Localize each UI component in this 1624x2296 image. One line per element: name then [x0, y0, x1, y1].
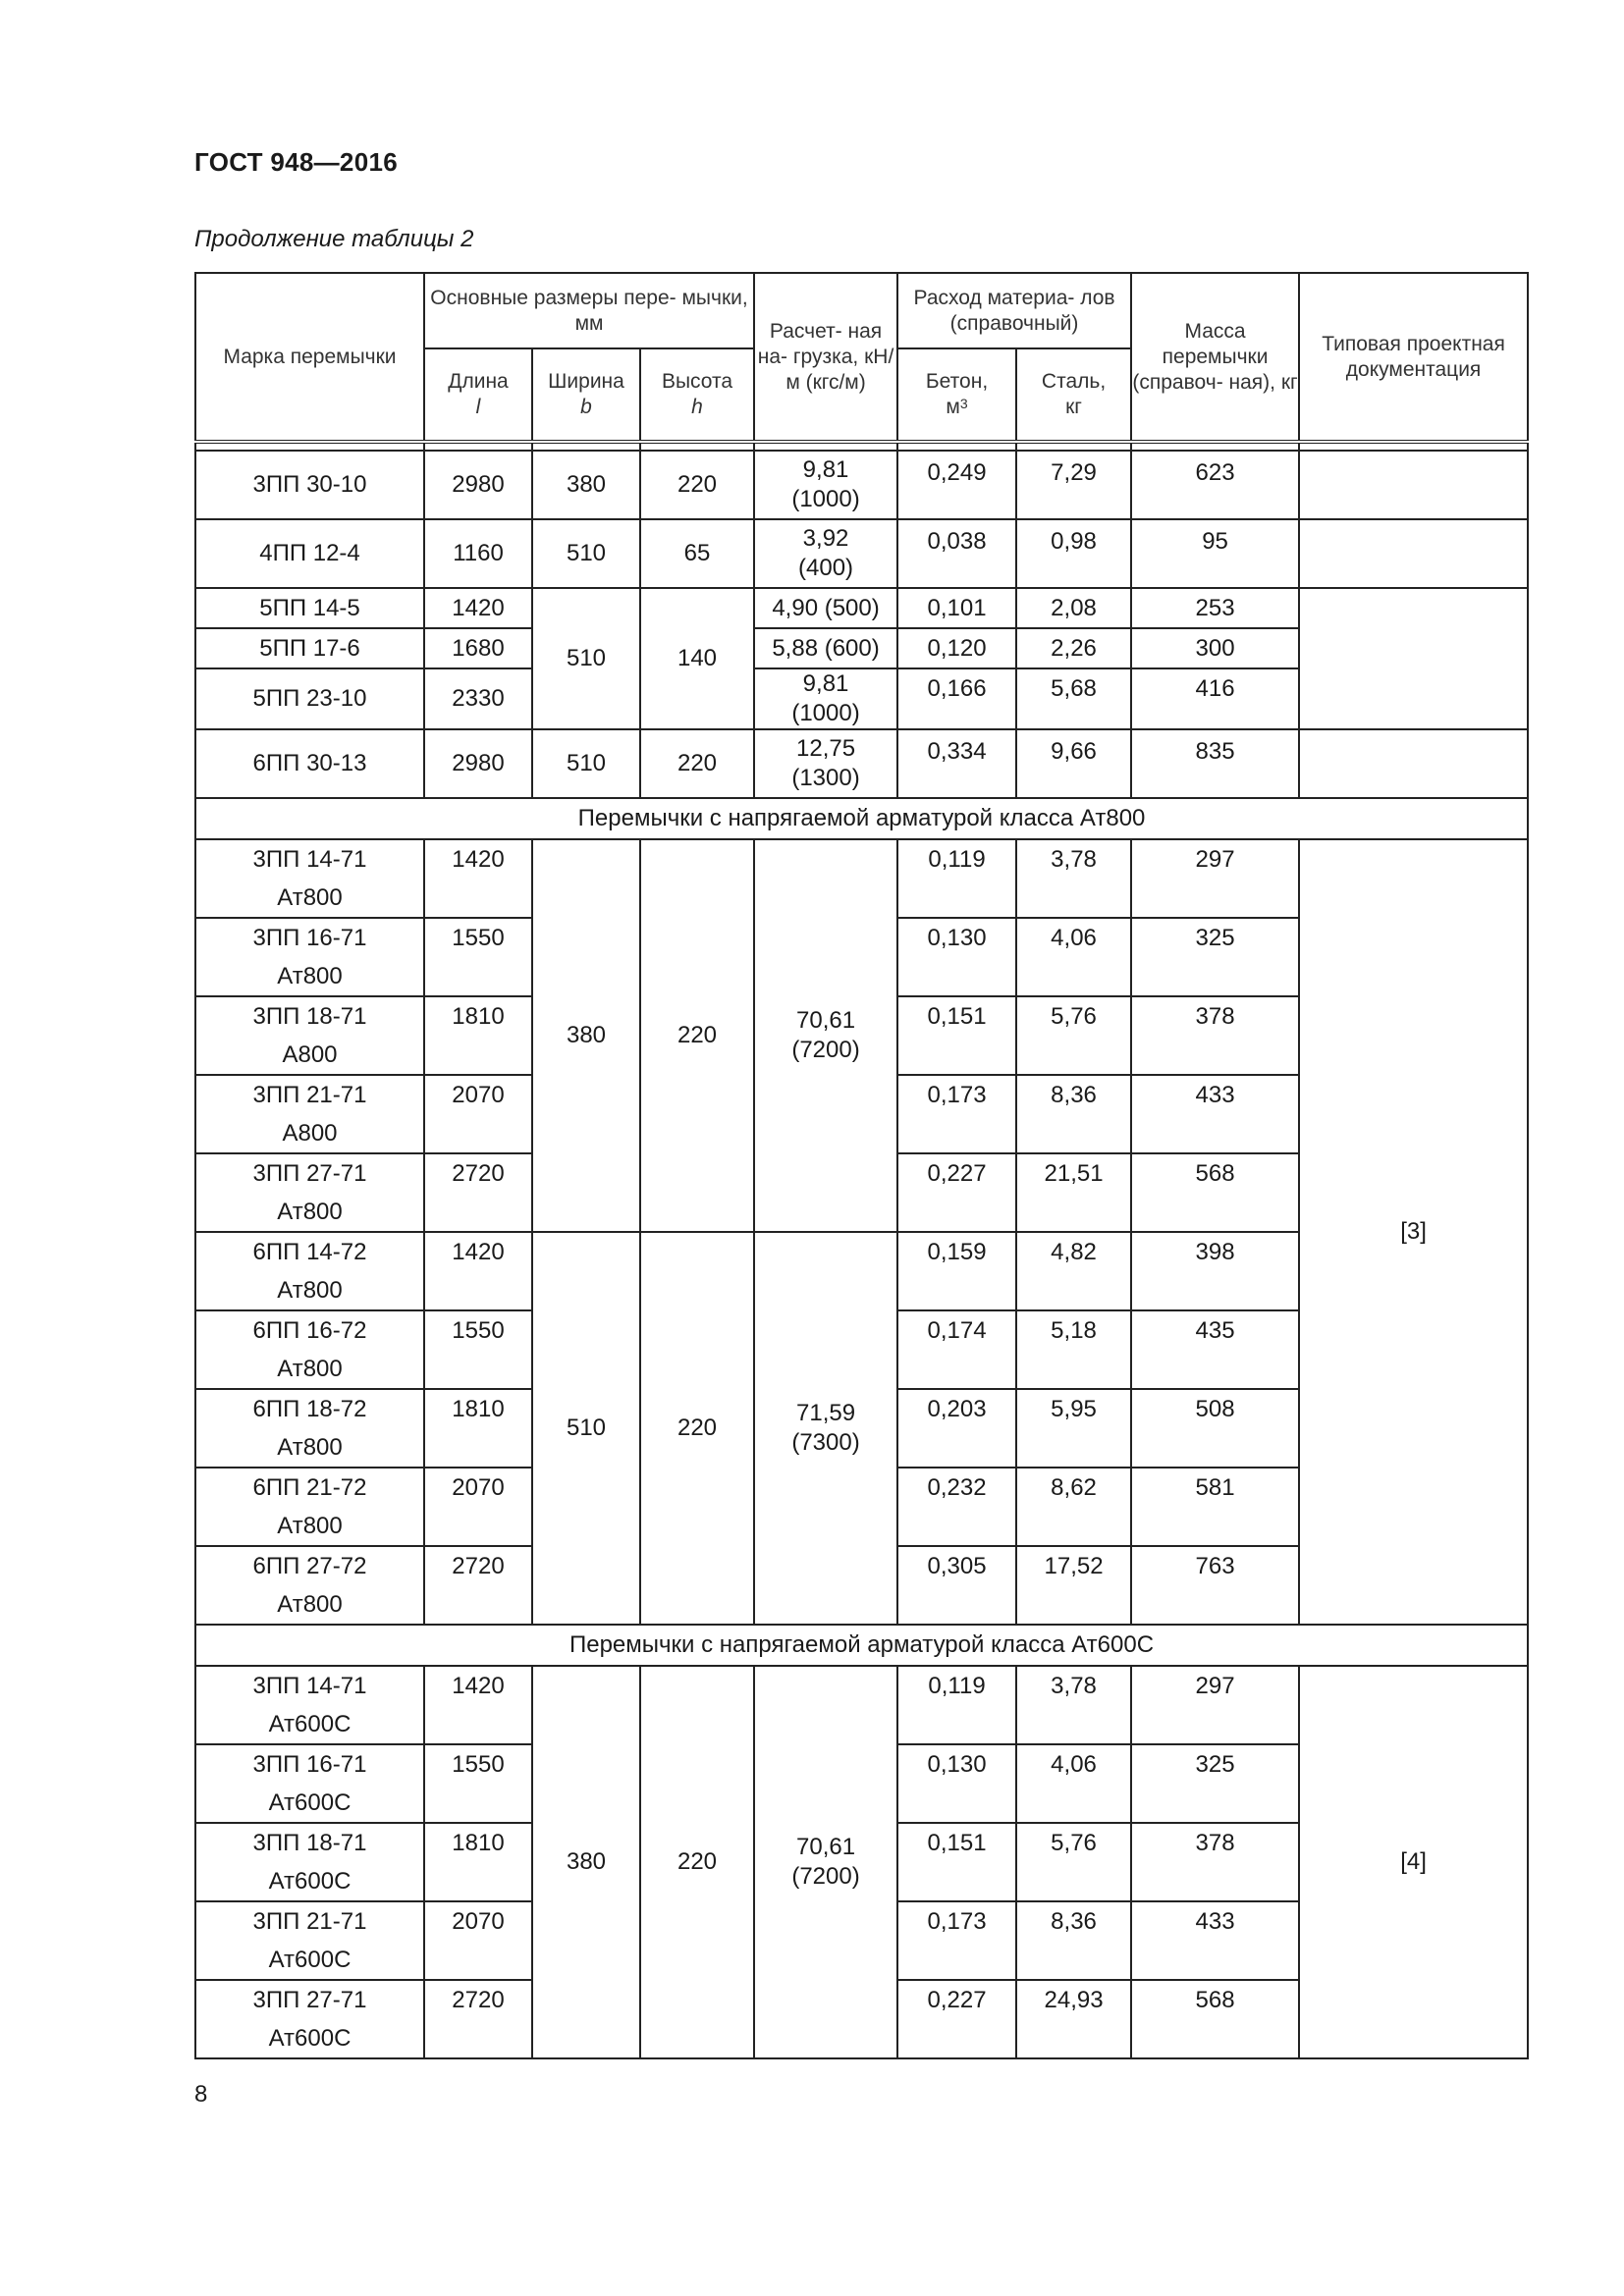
cell-steel: 5,18	[1016, 1310, 1131, 1389]
cell-concrete: 0,227	[897, 1153, 1016, 1232]
table-row	[195, 588, 1528, 628]
cell-docs	[1299, 451, 1528, 519]
table-caption: Продолжение таблицы 2	[194, 226, 474, 252]
cell-length: 2980	[424, 729, 532, 798]
section-row	[195, 798, 1528, 839]
cell-mark: 3ПП 27-71 Ат800	[195, 1153, 424, 1232]
table-row	[195, 519, 1528, 588]
cell-mass: 297	[1131, 839, 1299, 918]
cell-length: 1420	[424, 588, 532, 628]
cell-length: 2070	[424, 1075, 532, 1153]
cell-load: 70,61 (7200)	[754, 1666, 897, 2058]
cell-height: 220	[640, 1232, 754, 1625]
cell-length: 1420	[424, 839, 532, 918]
cell-steel: 5,68	[1016, 668, 1131, 729]
header-separator	[195, 442, 1528, 451]
cell-mass: 95	[1131, 519, 1299, 588]
cell-concrete: 0,173	[897, 1901, 1016, 1980]
cell-height: 140	[640, 588, 754, 729]
cell-steel: 24,93	[1016, 1980, 1131, 2058]
cell-mark: 3ПП 16-71 Ат600С	[195, 1744, 424, 1823]
cell-concrete: 0,334	[897, 729, 1016, 798]
col-width-header: Ширина b	[532, 348, 640, 442]
lintel-spec-table	[194, 272, 1529, 2059]
col-dims-header: Основные размеры пере- мычки, мм	[424, 273, 754, 348]
cell-length: 1420	[424, 1232, 532, 1310]
cell-mass: 433	[1131, 1901, 1299, 1980]
cell-length: 1810	[424, 1389, 532, 1468]
cell-load: 4,90 (500)	[754, 588, 897, 628]
cell-concrete: 0,130	[897, 918, 1016, 996]
cell-width: 510	[532, 519, 640, 588]
cell-mark: 3ПП 16-71 Ат800	[195, 918, 424, 996]
cell-docs	[1299, 588, 1528, 729]
cell-height: 220	[640, 451, 754, 519]
col-length-header: Длина l	[424, 348, 532, 442]
cell-steel: 5,76	[1016, 1823, 1131, 1901]
cell-mass: 325	[1131, 918, 1299, 996]
cell-concrete: 0,227	[897, 1980, 1016, 2058]
cell-length: 2720	[424, 1980, 532, 2058]
cell-length: 2720	[424, 1153, 532, 1232]
cell-mark: 6ПП 14-72 Ат800	[195, 1232, 424, 1310]
cell-mark: 6ПП 16-72 Ат800	[195, 1310, 424, 1389]
cell-length: 1680	[424, 628, 532, 668]
cell-mark: 3ПП 14-71 Ат600С	[195, 1666, 424, 1744]
cell-concrete: 0,038	[897, 519, 1016, 588]
cell-mass: 378	[1131, 1823, 1299, 1901]
cell-mark: 5ПП 23-10	[195, 668, 424, 729]
cell-mark: 6ПП 30-13	[195, 729, 424, 798]
section-row	[195, 1625, 1528, 1666]
cell-height: 65	[640, 519, 754, 588]
cell-docs-ref: [4]	[1299, 1666, 1528, 2058]
cell-concrete: 0,101	[897, 588, 1016, 628]
cell-width: 510	[532, 729, 640, 798]
cell-height: 220	[640, 729, 754, 798]
cell-mark: 5ПП 14-5	[195, 588, 424, 628]
cell-length: 2070	[424, 1468, 532, 1546]
cell-steel: 5,76	[1016, 996, 1131, 1075]
col-mark-header: Марка перемычки	[195, 273, 424, 442]
cell-mark: 3ПП 18-71 А800	[195, 996, 424, 1075]
cell-concrete: 0,305	[897, 1546, 1016, 1625]
cell-mark: 3ПП 27-71 Ат600С	[195, 1980, 424, 2058]
cell-concrete: 0,151	[897, 996, 1016, 1075]
cell-mass: 568	[1131, 1980, 1299, 2058]
cell-steel: 3,78	[1016, 1666, 1131, 1744]
cell-mark: 3ПП 21-71 А800	[195, 1075, 424, 1153]
table-row	[195, 729, 1528, 798]
cell-width: 510	[532, 1232, 640, 1625]
cell-concrete: 0,249	[897, 451, 1016, 519]
cell-steel: 0,98	[1016, 519, 1131, 588]
cell-steel: 4,06	[1016, 1744, 1131, 1823]
cell-length: 2980	[424, 451, 532, 519]
cell-steel: 5,95	[1016, 1389, 1131, 1468]
cell-mark: 6ПП 27-72 Ат800	[195, 1546, 424, 1625]
cell-concrete: 0,159	[897, 1232, 1016, 1310]
cell-mass: 433	[1131, 1075, 1299, 1153]
cell-concrete: 0,173	[897, 1075, 1016, 1153]
col-material-header: Расход материа- лов (справочный)	[897, 273, 1131, 348]
cell-load: 9,81 (1000)	[754, 451, 897, 519]
cell-steel: 4,82	[1016, 1232, 1131, 1310]
cell-length: 2720	[424, 1546, 532, 1625]
cell-mass: 325	[1131, 1744, 1299, 1823]
section-title: Перемычки с напрягаемой арматурой класса Ат600С	[195, 1625, 1528, 1666]
cell-mass: 378	[1131, 996, 1299, 1075]
cell-mass: 300	[1131, 628, 1299, 668]
cell-width: 380	[532, 1666, 640, 2058]
cell-width: 380	[532, 451, 640, 519]
cell-mass: 568	[1131, 1153, 1299, 1232]
cell-height: 220	[640, 1666, 754, 2058]
table-row	[195, 1666, 1528, 1744]
cell-load: 5,88 (600)	[754, 628, 897, 668]
cell-length: 1160	[424, 519, 532, 588]
cell-concrete: 0,130	[897, 1744, 1016, 1823]
cell-mass: 416	[1131, 668, 1299, 729]
cell-mass: 435	[1131, 1310, 1299, 1389]
cell-docs	[1299, 729, 1528, 798]
cell-load: 12,75 (1300)	[754, 729, 897, 798]
col-steel-header: Сталь, кг	[1016, 348, 1131, 442]
cell-steel: 8,36	[1016, 1075, 1131, 1153]
cell-concrete: 0,119	[897, 839, 1016, 918]
cell-load: 9,81 (1000)	[754, 668, 897, 729]
cell-mark: 6ПП 18-72 Ат800	[195, 1389, 424, 1468]
cell-mass: 398	[1131, 1232, 1299, 1310]
col-load-header: Расчет- ная на- грузка, кН/м (кгс/м)	[754, 273, 897, 442]
cell-mass: 835	[1131, 729, 1299, 798]
cell-length: 1420	[424, 1666, 532, 1744]
document-id: ГОСТ 948—2016	[194, 147, 398, 177]
cell-mass: 508	[1131, 1389, 1299, 1468]
col-concrete-header: Бетон, $м^3$	[897, 348, 1016, 442]
cell-steel: 8,62	[1016, 1468, 1131, 1546]
cell-mass: 763	[1131, 1546, 1299, 1625]
cell-length: 1550	[424, 1744, 532, 1823]
col-mass-header: Масса перемычки (справоч- ная), кг	[1131, 273, 1299, 442]
cell-concrete: 0,174	[897, 1310, 1016, 1389]
cell-concrete: 0,151	[897, 1823, 1016, 1901]
cell-width: 380	[532, 839, 640, 1232]
cell-steel: 8,36	[1016, 1901, 1131, 1980]
cell-mark: 5ПП 17-6	[195, 628, 424, 668]
cell-length: 1550	[424, 1310, 532, 1389]
cell-mark: 6ПП 21-72 Ат800	[195, 1468, 424, 1546]
cell-steel: 2,26	[1016, 628, 1131, 668]
cell-docs-ref: [3]	[1299, 839, 1528, 1625]
cell-steel: 2,08	[1016, 588, 1131, 628]
cell-steel: 21,51	[1016, 1153, 1131, 1232]
cell-length: 2330	[424, 668, 532, 729]
cell-docs	[1299, 519, 1528, 588]
cell-length: 1810	[424, 996, 532, 1075]
cell-mark: 3ПП 30-10	[195, 451, 424, 519]
cell-mark: 3ПП 21-71 Ат600С	[195, 1901, 424, 1980]
col-height-header: Высота h	[640, 348, 754, 442]
cell-load: 71,59 (7300)	[754, 1232, 897, 1625]
cell-length: 1810	[424, 1823, 532, 1901]
cell-mark: 3ПП 14-71 Ат800	[195, 839, 424, 918]
cell-steel: 7,29	[1016, 451, 1131, 519]
cell-mass: 623	[1131, 451, 1299, 519]
cell-concrete: 0,120	[897, 628, 1016, 668]
cell-mass: 581	[1131, 1468, 1299, 1546]
cell-steel: 9,66	[1016, 729, 1131, 798]
cell-steel: 3,78	[1016, 839, 1131, 918]
cell-mark: 4ПП 12-4	[195, 519, 424, 588]
cell-mark: 3ПП 18-71 Ат600С	[195, 1823, 424, 1901]
cell-load: 70,61 (7200)	[754, 839, 897, 1232]
cell-concrete: 0,166	[897, 668, 1016, 729]
cell-steel: 4,06	[1016, 918, 1131, 996]
cell-length: 2070	[424, 1901, 532, 1980]
cell-mass: 297	[1131, 1666, 1299, 1744]
cell-load: 3,92 (400)	[754, 519, 897, 588]
table-row	[195, 839, 1528, 918]
section-title: Перемычки с напрягаемой арматурой класса Ат800	[195, 798, 1528, 839]
cell-length: 1550	[424, 918, 532, 996]
cell-steel: 17,52	[1016, 1546, 1131, 1625]
cell-concrete: 0,203	[897, 1389, 1016, 1468]
cell-height: 220	[640, 839, 754, 1232]
cell-mass: 253	[1131, 588, 1299, 628]
col-docs-header: Типовая проектная документация	[1299, 273, 1528, 442]
cell-width: 510	[532, 588, 640, 729]
cell-concrete: 0,119	[897, 1666, 1016, 1744]
page-number: 8	[194, 2081, 208, 2108]
cell-concrete: 0,232	[897, 1468, 1016, 1546]
table-row	[195, 451, 1528, 519]
